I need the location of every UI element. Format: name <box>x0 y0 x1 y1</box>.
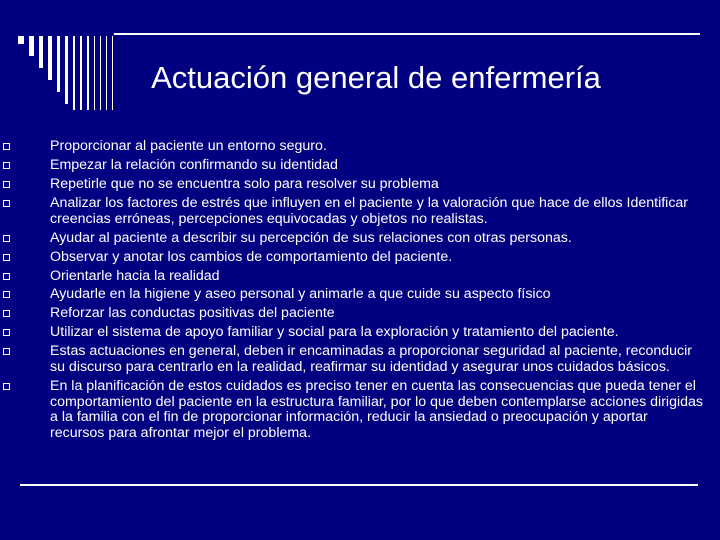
checkbox-bullet-icon <box>3 235 10 242</box>
bullet-text: Ayudar al paciente a describir su percepción de sus relaciones con otras personas. <box>50 229 572 246</box>
bullet-item <box>0 139 720 155</box>
bullet-text: Reforzar las conductas positivas del paciente <box>50 305 335 322</box>
bullet-item <box>0 231 720 247</box>
bullet-item <box>0 379 720 441</box>
bullet-item <box>0 158 720 174</box>
bullet-item <box>0 177 720 193</box>
bullet-item <box>0 306 720 322</box>
bullet-item <box>0 287 720 303</box>
bullet-item <box>0 344 720 375</box>
checkbox-bullet-icon <box>3 273 10 280</box>
checkbox-bullet-icon <box>3 310 10 317</box>
checkbox-bullet-icon <box>3 291 10 298</box>
checkbox-bullet-icon <box>3 348 10 355</box>
bullet-item <box>0 269 720 285</box>
bullet-item <box>0 250 720 266</box>
top-divider-line <box>114 33 700 35</box>
decorative-bar <box>29 36 34 56</box>
bullet-text: En la planificación de estos cuidados es preciso tener en cuenta las consecuencias que pueda tener el comportamiento del paciente en la estructura familiar, por lo que deben contemplarse acciones dirigidas a la familia con el fin de proporcionar información, reducir la ansiedad o preocupación y aportar recursos para afrontar mejor el problema. <box>50 378 703 441</box>
bullet-text: Orientarle hacia la realidad <box>50 267 220 284</box>
bullet-text: Ayudarle en la higiene y aseo personal y animarle a que cuide su aspecto físico <box>50 286 551 303</box>
checkbox-bullet-icon <box>3 329 10 336</box>
bullet-list <box>0 139 720 445</box>
bullet-item <box>0 325 720 341</box>
checkbox-bullet-icon <box>3 383 10 390</box>
bullet-text: Utilizar el sistema de apoyo familiar y social para la exploración y tratamiento del paciente. <box>50 324 619 341</box>
checkbox-bullet-icon <box>3 143 10 150</box>
bullet-text: Analizar los factores de estrés que influyen en el paciente y la valoración que hace de ellos Identificar creencias erróneas, percepciones equivocadas y objetos no realistas. <box>50 194 689 227</box>
slide-title: Actuación general de enfermería <box>151 60 601 95</box>
decorative-bar <box>18 36 24 44</box>
bullet-item <box>0 196 720 227</box>
bullet-text: Observar y anotar los cambios de comportamiento del paciente. <box>50 248 453 265</box>
checkbox-bullet-icon <box>3 254 10 261</box>
bullet-text: Proporcionar al paciente un entorno seguro. <box>50 138 327 154</box>
checkbox-bullet-icon <box>3 162 10 169</box>
checkbox-bullet-icon <box>3 200 10 207</box>
checkbox-bullet-icon <box>3 181 10 188</box>
bullet-text: Repetirle que no se encuentra solo para resolver su problema <box>50 175 439 192</box>
bullet-text: Empezar la relación confirmando su identidad <box>50 156 338 173</box>
bullet-text: Estas actuaciones en general, deben ir encaminadas a proporcionar seguridad al paciente, reconducir su discurso para centrarlo en la realidad, reafirmar su identidad y asegurar unos cuidados básicos. <box>50 343 692 376</box>
bottom-divider-line <box>20 484 698 486</box>
